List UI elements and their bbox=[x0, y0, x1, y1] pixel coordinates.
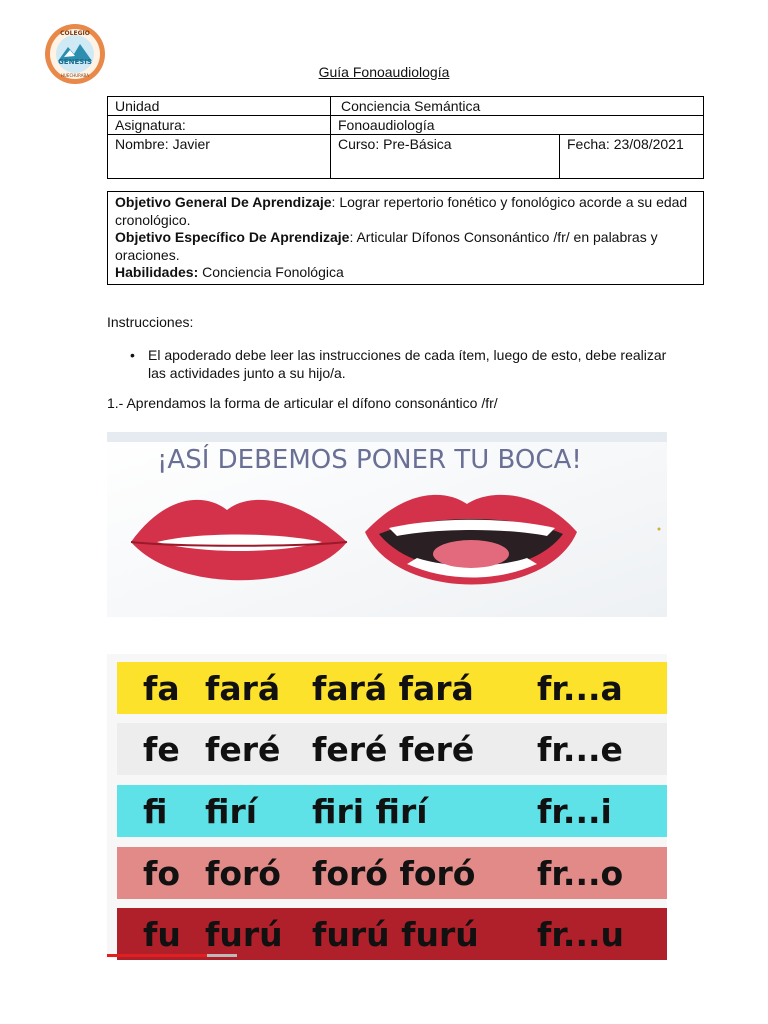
bullet-dot: • bbox=[130, 347, 135, 363]
syllable-cell: fará bbox=[205, 668, 281, 708]
curso-cell: Curso: Pre-Básica bbox=[331, 135, 560, 179]
syllable-cell: fr...u bbox=[537, 914, 625, 954]
objetivo-general-label: Objetivo General De Aprendizaje bbox=[115, 194, 332, 210]
asignatura-value: Fonoaudiología bbox=[331, 116, 704, 135]
unidad-value: Conciencia Semántica bbox=[331, 97, 704, 116]
logo-text-main: GÉNESIS bbox=[58, 58, 92, 66]
syllable-cell: fr...o bbox=[537, 853, 624, 893]
page-title: Guía Fonoaudiología bbox=[318, 64, 450, 80]
objectives-box bbox=[107, 191, 704, 285]
syllable-cell: firi firí bbox=[312, 791, 428, 831]
objetivo-especifico-text: : Articular Dífonos Consonántico /fr/ en palabras y oraciones. bbox=[115, 229, 658, 263]
syllable-cell: fa bbox=[143, 668, 180, 708]
item-1-text: 1.- Aprendamos la forma de articular el dífono consonántico /fr/ bbox=[107, 395, 498, 411]
mouth-illustration bbox=[107, 432, 667, 617]
syllable-cell: fo bbox=[143, 853, 181, 893]
syllable-cell: feré feré bbox=[312, 729, 475, 769]
syllable-cell: foró foró bbox=[312, 853, 476, 893]
video-progress-bar bbox=[107, 954, 207, 957]
syllable-row bbox=[117, 908, 667, 960]
unidad-label: Unidad bbox=[108, 97, 331, 116]
mouth-caption: ¡ASÍ DEBEMOS PONER TU BOCA! bbox=[157, 445, 582, 475]
nombre-cell: Nombre: Javier bbox=[108, 135, 331, 179]
syllable-chart bbox=[107, 654, 667, 958]
syllable-cell: feré bbox=[205, 729, 281, 769]
syllable-cell: foró bbox=[205, 853, 281, 893]
syllable-cell: fr...e bbox=[537, 729, 623, 769]
logo-text-bottom: HUECHURABA bbox=[60, 73, 90, 78]
syllable-row bbox=[117, 662, 667, 714]
info-table bbox=[107, 96, 704, 179]
syllable-row bbox=[117, 847, 667, 899]
objetivo-general-text: : Lograr repertorio fonético y fonológico acorde a su edad cronológico. bbox=[115, 194, 688, 228]
habilidades-label: Habilidades: bbox=[115, 264, 199, 280]
syllable-row bbox=[117, 723, 667, 775]
habilidades bbox=[115, 264, 696, 282]
logo-text-top: COLEGIO bbox=[60, 30, 90, 37]
syllable-cell: furú bbox=[205, 914, 283, 954]
syllable-cell: fr...i bbox=[537, 791, 612, 831]
asignatura-label: Asignatura: bbox=[108, 116, 331, 135]
syllable-cell: fr...a bbox=[537, 668, 623, 708]
habilidades-text: Conciencia Fonológica bbox=[198, 264, 344, 280]
objetivo-general bbox=[115, 194, 696, 229]
instruction-bullet-text: El apoderado debe leer las instrucciones de cada ítem, luego de esto, debe realizar las actividades junto a su hijo/a. bbox=[148, 347, 667, 381]
syllable-cell: fu bbox=[143, 914, 181, 954]
objetivo-especifico-label: Objetivo Específico De Aprendizaje bbox=[115, 229, 350, 245]
instructions-heading: Instrucciones: bbox=[107, 314, 194, 330]
syllable-cell: firí bbox=[205, 791, 258, 831]
video-buffer-bar bbox=[207, 954, 237, 957]
syllable-cell: furú furú bbox=[312, 914, 479, 954]
syllable-row bbox=[117, 785, 667, 837]
syllable-cell: fe bbox=[143, 729, 180, 769]
objetivo-especifico bbox=[115, 229, 696, 264]
syllable-cell: fará fará bbox=[312, 668, 474, 708]
fecha-cell: Fecha: 23/08/2021 bbox=[560, 135, 704, 179]
syllable-cell: fi bbox=[143, 791, 168, 831]
